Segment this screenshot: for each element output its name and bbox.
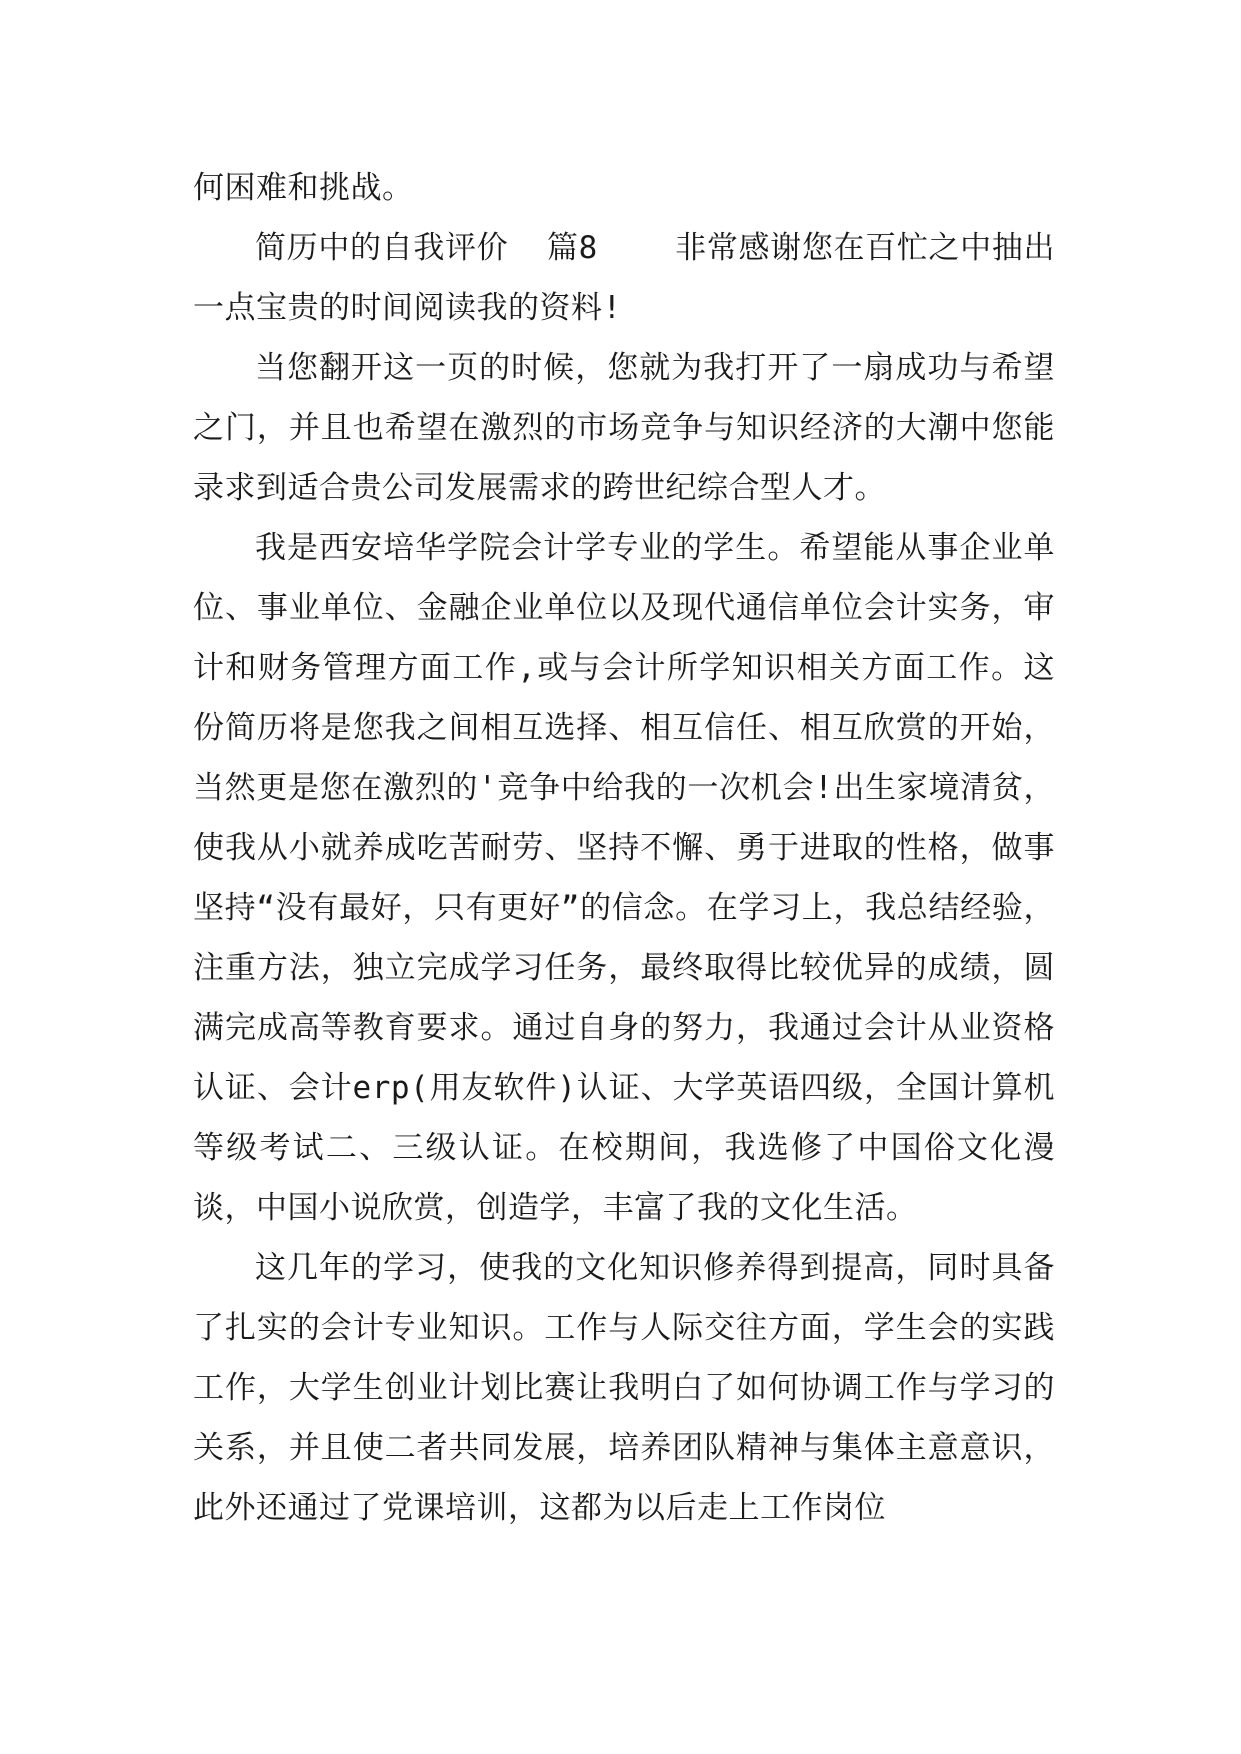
paragraph-text: 这几年的学习，使我的文化知识修养得到提高，同时具备了扎实的会计专业知识。工作与人际交往方面，学生会的实践工作，大学生创业计划比赛让我明白了如何协调工作与学习的关系，并且使二者共同发展，培养团队精神与集体主意意识，此外还通过了党课培训，这都为以后走上工作岗位 bbox=[193, 1250, 1055, 1526]
paragraph-text: 何困难和挑战。 bbox=[193, 170, 414, 206]
paragraph-text: 当您翻开这一页的时候，您就为我打开了一扇成功与希望之门，并且也希望在激烈的市场竞争与知识经济的大潮中您能录求到适合贵公司发展需求的跨世纪综合型人才。 bbox=[193, 350, 1055, 506]
body-text bbox=[193, 158, 1055, 1538]
paragraph-section-8 bbox=[193, 218, 1055, 338]
section-heading: 简历中的自我评价 篇8 bbox=[255, 230, 676, 266]
paragraph-background bbox=[193, 518, 1055, 1238]
paragraph-text: 非常感谢您在百忙之中抽出一点宝贵的时间阅读我的资料! bbox=[193, 230, 1055, 326]
paragraph-text: 我是西安培华学院会计学专业的学生。希望能从事企业单位、事业单位、金融企业单位以及现代通信单位会计实务，审计和财务管理方面工作,或与会计所学知识相关方面工作。这份简历将是您我之间相互选择、相互信任、相互欣赏的开始，当然更是您在激烈的'竞争中给我的一次机会!出生家境清贫，使我从小就养成吃苦耐劳、坚持不懈、勇于进取的性格，做事坚持“没有最好，只有更好”的信念。在学习上，我总结经验，注重方法，独立完成学习任务，最终取得比较优异的成绩，圆满完成高等教育要求。通过自身的努力，我通过会计从业资格认证、会计erp(用友软件)认证、大学英语四级，全国计算机等级考试二、三级认证。在校期间，我选修了中国俗文化漫谈，中国小说欣赏，创造学，丰富了我的文化生活。 bbox=[193, 530, 1055, 1226]
paragraph-intro bbox=[193, 338, 1055, 518]
paragraph-experience bbox=[193, 1238, 1055, 1538]
paragraph-continued bbox=[193, 158, 1055, 218]
